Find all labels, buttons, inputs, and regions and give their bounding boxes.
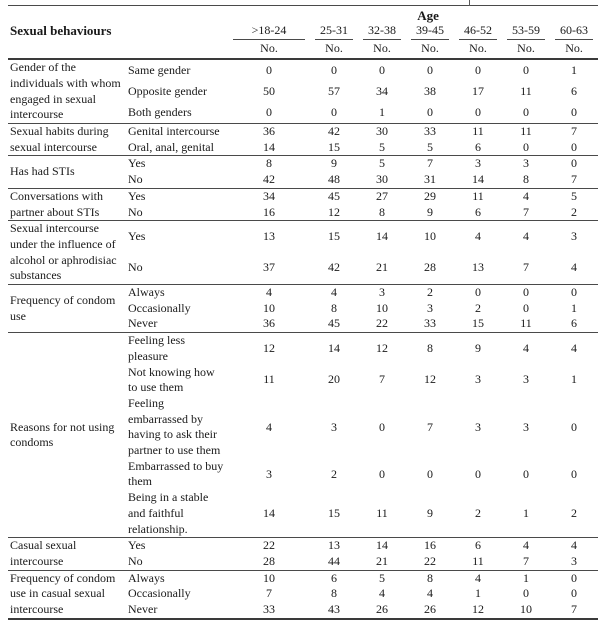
value-cell: 36 xyxy=(263,316,275,331)
value-cell: 33 xyxy=(424,316,436,331)
value-cell: 3 xyxy=(502,156,550,172)
value-cell: 7 xyxy=(379,372,385,387)
value-cell: 1 xyxy=(379,104,385,119)
value-cell: 4 xyxy=(379,586,385,601)
count-label: No. xyxy=(502,40,550,60)
value-cell: 38 xyxy=(424,83,436,98)
value-cell: 1 xyxy=(571,372,578,387)
value-cell: 11 xyxy=(520,316,532,331)
value-cell: 22 xyxy=(424,554,436,568)
value-cell: 7 xyxy=(523,260,529,275)
row-sublabel: Feeling less pleasure xyxy=(126,333,228,365)
value-cell: 1 xyxy=(571,300,578,315)
value-cell: 0 xyxy=(379,419,385,434)
value-cell: 11 xyxy=(376,505,388,520)
value-cell: 26 xyxy=(424,602,436,617)
value-cell: 10 xyxy=(228,570,310,586)
row-group-label: Reasons for not using condoms xyxy=(8,333,126,538)
value-cell: 14 xyxy=(263,139,275,154)
value-cell: 10 xyxy=(376,300,388,315)
value-cell: 2 xyxy=(331,466,337,481)
sexual-behaviours-table xyxy=(8,5,598,620)
table-row xyxy=(8,156,598,172)
row-sublabel: Always xyxy=(126,285,228,301)
table-row xyxy=(8,570,598,586)
value-cell: 7 xyxy=(571,172,578,187)
count-label: No. xyxy=(358,40,406,60)
age-column-label: 53-59 xyxy=(507,23,545,40)
value-cell: 44 xyxy=(328,554,340,568)
value-cell: 0 xyxy=(550,156,598,172)
value-cell: 11 xyxy=(472,554,484,568)
value-cell: 4 xyxy=(454,221,502,253)
row-group-label: Has had STIs xyxy=(8,156,126,188)
value-cell: 3 xyxy=(475,419,481,434)
table-row xyxy=(8,59,598,81)
age-column-header xyxy=(228,23,310,40)
row-group-label: Sexual habits during sexual intercourse xyxy=(8,124,126,156)
row-sublabel: Occasionally xyxy=(128,300,191,315)
value-cell: 2 xyxy=(475,505,481,520)
value-cell: 4 xyxy=(502,333,550,365)
value-cell: 37 xyxy=(263,260,275,275)
value-cell: 12 xyxy=(358,333,406,365)
value-cell: 5 xyxy=(379,139,385,154)
row-sublabel: No xyxy=(128,260,143,275)
value-cell: 0 xyxy=(502,285,550,301)
value-cell: 12 xyxy=(328,204,340,219)
value-cell: 14 xyxy=(263,505,275,520)
value-cell: 16 xyxy=(406,538,454,554)
row-sublabel: Feeling embarrassed by having to ask their partner to use them xyxy=(128,395,221,458)
value-cell: 0 xyxy=(523,586,529,601)
age-column-label: 25-31 xyxy=(315,23,353,40)
row-sublabel: Both genders xyxy=(128,104,192,119)
value-cell: 6 xyxy=(571,316,578,331)
value-cell: 3 xyxy=(331,419,337,434)
age-column-label: 32-38 xyxy=(363,23,401,40)
row-sublabel: Always xyxy=(126,570,228,586)
value-cell: 0 xyxy=(523,466,529,481)
value-cell: 11 xyxy=(502,124,550,140)
value-cell: 0 xyxy=(358,59,406,81)
table-body xyxy=(8,59,598,619)
value-cell: 9 xyxy=(310,156,358,172)
value-cell: 7 xyxy=(571,602,578,617)
value-cell: 4 xyxy=(454,570,502,586)
row-sublabel: No xyxy=(128,204,143,219)
value-cell: 34 xyxy=(228,188,310,204)
value-cell: 1 xyxy=(523,505,529,520)
value-cell: 0 xyxy=(427,466,433,481)
age-column-header xyxy=(358,23,406,40)
row-sublabel: Never xyxy=(128,316,158,331)
row-sublabel: Yes xyxy=(126,156,228,172)
value-cell: 14 xyxy=(358,221,406,253)
value-cell: 11 xyxy=(263,372,275,387)
value-cell: 30 xyxy=(376,172,388,187)
count-label: No. xyxy=(550,40,598,60)
value-cell: 2 xyxy=(571,505,578,520)
value-cell: 1 xyxy=(475,586,481,601)
value-cell: 0 xyxy=(571,104,578,119)
value-cell: 16 xyxy=(263,204,275,219)
row-group-label: Sexual intercourse under the influence of alcohol or aphrodisiac substances xyxy=(8,221,126,285)
count-label: No. xyxy=(454,40,502,60)
value-cell: 10 xyxy=(520,602,532,617)
value-cell: 7 xyxy=(406,156,454,172)
value-cell: 28 xyxy=(263,554,275,568)
value-cell: 0 xyxy=(571,466,578,481)
value-cell: 0 xyxy=(427,104,433,119)
value-cell: 33 xyxy=(406,124,454,140)
value-cell: 13 xyxy=(310,538,358,554)
value-cell: 11 xyxy=(520,83,532,98)
table-row xyxy=(8,538,598,554)
value-cell: 14 xyxy=(358,538,406,554)
value-cell: 12 xyxy=(228,333,310,365)
value-cell: 4 xyxy=(502,221,550,253)
value-cell: 4 xyxy=(228,285,310,301)
value-cell: 4 xyxy=(310,285,358,301)
value-cell: 4 xyxy=(502,538,550,554)
age-header-label: Age xyxy=(417,8,439,23)
row-group-label: Casual sexual intercourse xyxy=(8,538,126,570)
row-sublabel: Never xyxy=(128,602,158,617)
value-cell: 11 xyxy=(454,124,502,140)
row-sublabel: No xyxy=(128,554,143,568)
table-header xyxy=(8,6,598,60)
table-row xyxy=(8,285,598,301)
value-cell: 12 xyxy=(424,372,436,387)
value-cell: 3 xyxy=(454,156,502,172)
age-column-label: 39-45 xyxy=(411,23,449,40)
value-cell: 4 xyxy=(571,260,578,275)
value-cell: 6 xyxy=(475,139,481,154)
value-cell: 17 xyxy=(472,83,484,98)
value-cell: 9 xyxy=(427,204,433,219)
value-cell: 0 xyxy=(454,59,502,81)
count-label: No. xyxy=(310,40,358,60)
row-sublabel: Not knowing how to use them xyxy=(128,364,215,395)
value-cell: 2 xyxy=(571,204,578,219)
age-column-label: >18-24 xyxy=(233,23,305,40)
value-cell: 2 xyxy=(475,300,481,315)
row-sublabel: Yes xyxy=(126,538,228,554)
value-cell: 5 xyxy=(550,188,598,204)
row-group-label: Frequency of condom use in casual sexual intercourse xyxy=(8,570,126,619)
value-cell: 0 xyxy=(523,104,529,119)
value-cell: 7 xyxy=(550,124,598,140)
value-cell: 0 xyxy=(266,104,272,119)
value-cell: 3 xyxy=(571,554,578,568)
value-cell: 0 xyxy=(406,59,454,81)
value-cell: 10 xyxy=(406,221,454,253)
value-cell: 0 xyxy=(550,285,598,301)
row-group-label: Gender of the individuals with whom engaged in sexual intercourse xyxy=(8,59,126,123)
table-title: Sexual behaviours xyxy=(8,6,228,60)
value-cell: 3 xyxy=(523,419,529,434)
value-cell: 15 xyxy=(472,316,484,331)
row-sublabel: No xyxy=(128,172,143,187)
value-cell: 5 xyxy=(427,139,433,154)
value-cell: 4 xyxy=(502,188,550,204)
age-column-header xyxy=(406,23,454,40)
value-cell: 10 xyxy=(263,300,275,315)
value-cell: 12 xyxy=(472,602,484,617)
age-column-header xyxy=(310,23,358,40)
value-cell: 3 xyxy=(475,372,481,387)
value-cell: 8 xyxy=(228,156,310,172)
value-cell: 15 xyxy=(328,505,340,520)
value-cell: 8 xyxy=(406,570,454,586)
value-cell: 0 xyxy=(331,104,337,119)
row-sublabel: Opposite gender xyxy=(128,83,207,98)
value-cell: 5 xyxy=(358,570,406,586)
age-column-label: 60-63 xyxy=(555,23,593,40)
value-cell: 3 xyxy=(523,372,529,387)
top-border-tick xyxy=(469,0,470,6)
row-sublabel: Yes xyxy=(126,188,228,204)
value-cell: 22 xyxy=(376,316,388,331)
value-cell: 29 xyxy=(406,188,454,204)
value-cell: 0 xyxy=(571,586,578,601)
row-sublabel: Being in a stable and faithful relationship. xyxy=(128,490,209,536)
value-cell: 6 xyxy=(571,83,578,98)
value-cell: 4 xyxy=(427,586,433,601)
age-column-header xyxy=(550,23,598,40)
table-row xyxy=(8,188,598,204)
value-cell: 57 xyxy=(328,83,340,98)
value-cell: 7 xyxy=(427,419,433,434)
age-column-label: 46-52 xyxy=(459,23,497,40)
value-cell: 7 xyxy=(523,204,529,219)
value-cell: 43 xyxy=(328,602,340,617)
value-cell: 42 xyxy=(263,172,275,187)
value-cell: 0 xyxy=(550,570,598,586)
value-cell: 15 xyxy=(310,221,358,253)
value-cell: 9 xyxy=(454,333,502,365)
value-cell: 8 xyxy=(523,172,529,187)
value-cell: 3 xyxy=(550,221,598,253)
value-cell: 3 xyxy=(358,285,406,301)
value-cell: 28 xyxy=(424,260,436,275)
value-cell: 3 xyxy=(266,466,272,481)
value-cell: 15 xyxy=(328,139,340,154)
value-cell: 0 xyxy=(523,139,529,154)
row-sublabel: Same gender xyxy=(126,59,228,81)
value-cell: 0 xyxy=(475,466,481,481)
value-cell: 0 xyxy=(228,59,310,81)
value-cell: 13 xyxy=(228,221,310,253)
value-cell: 22 xyxy=(228,538,310,554)
value-cell: 0 xyxy=(310,59,358,81)
value-cell: 31 xyxy=(424,172,436,187)
value-cell: 4 xyxy=(550,333,598,365)
value-cell: 1 xyxy=(502,570,550,586)
count-label: No. xyxy=(406,40,454,60)
value-cell: 30 xyxy=(358,124,406,140)
value-cell: 34 xyxy=(376,83,388,98)
value-cell: 42 xyxy=(310,124,358,140)
value-cell: 9 xyxy=(427,505,433,520)
value-cell: 5 xyxy=(358,156,406,172)
value-cell: 3 xyxy=(427,300,433,315)
count-label: No. xyxy=(228,40,310,60)
table-row xyxy=(8,333,598,365)
value-cell: 36 xyxy=(228,124,310,140)
value-cell: 4 xyxy=(550,538,598,554)
value-cell: 0 xyxy=(502,59,550,81)
row-sublabel: Embarrassed to buy them xyxy=(128,458,224,489)
value-cell: 7 xyxy=(523,554,529,568)
value-cell: 33 xyxy=(263,602,275,617)
value-cell: 0 xyxy=(379,466,385,481)
value-cell: 8 xyxy=(331,586,337,601)
value-cell: 4 xyxy=(266,419,272,434)
value-cell: 0 xyxy=(523,300,529,315)
value-cell: 6 xyxy=(310,570,358,586)
value-cell: 45 xyxy=(310,188,358,204)
age-column-header xyxy=(502,23,550,40)
row-group-label: Frequency of condom use xyxy=(8,285,126,333)
value-cell: 13 xyxy=(472,260,484,275)
age-header-row xyxy=(8,6,598,24)
row-sublabel: Yes xyxy=(126,221,228,253)
value-cell: 8 xyxy=(379,204,385,219)
value-cell: 7 xyxy=(266,586,272,601)
value-cell: 8 xyxy=(331,300,337,315)
value-cell: 48 xyxy=(328,172,340,187)
value-cell: 21 xyxy=(376,554,388,568)
value-cell: 14 xyxy=(310,333,358,365)
value-cell: 26 xyxy=(376,602,388,617)
value-cell: 2 xyxy=(406,285,454,301)
value-cell: 6 xyxy=(475,204,481,219)
value-cell: 11 xyxy=(454,188,502,204)
row-sublabel: Oral, anal, genital xyxy=(128,139,214,154)
value-cell: 50 xyxy=(263,83,275,98)
value-cell: 0 xyxy=(454,285,502,301)
value-cell: 0 xyxy=(571,139,578,154)
value-cell: 0 xyxy=(571,419,578,434)
value-cell: 14 xyxy=(472,172,484,187)
table-row xyxy=(8,221,598,253)
age-column-header xyxy=(454,23,502,40)
value-cell: 6 xyxy=(454,538,502,554)
value-cell: 42 xyxy=(328,260,340,275)
value-cell: 1 xyxy=(550,59,598,81)
row-group-label: Conversations with partner about STIs xyxy=(8,188,126,220)
table-row xyxy=(8,124,598,140)
value-cell: 27 xyxy=(358,188,406,204)
value-cell: 45 xyxy=(328,316,340,331)
value-cell: 0 xyxy=(475,104,481,119)
value-cell: 8 xyxy=(406,333,454,365)
row-sublabel: Genital intercourse xyxy=(126,124,228,140)
value-cell: 20 xyxy=(328,372,340,387)
row-sublabel: Occasionally xyxy=(128,586,191,601)
value-cell: 21 xyxy=(376,260,388,275)
